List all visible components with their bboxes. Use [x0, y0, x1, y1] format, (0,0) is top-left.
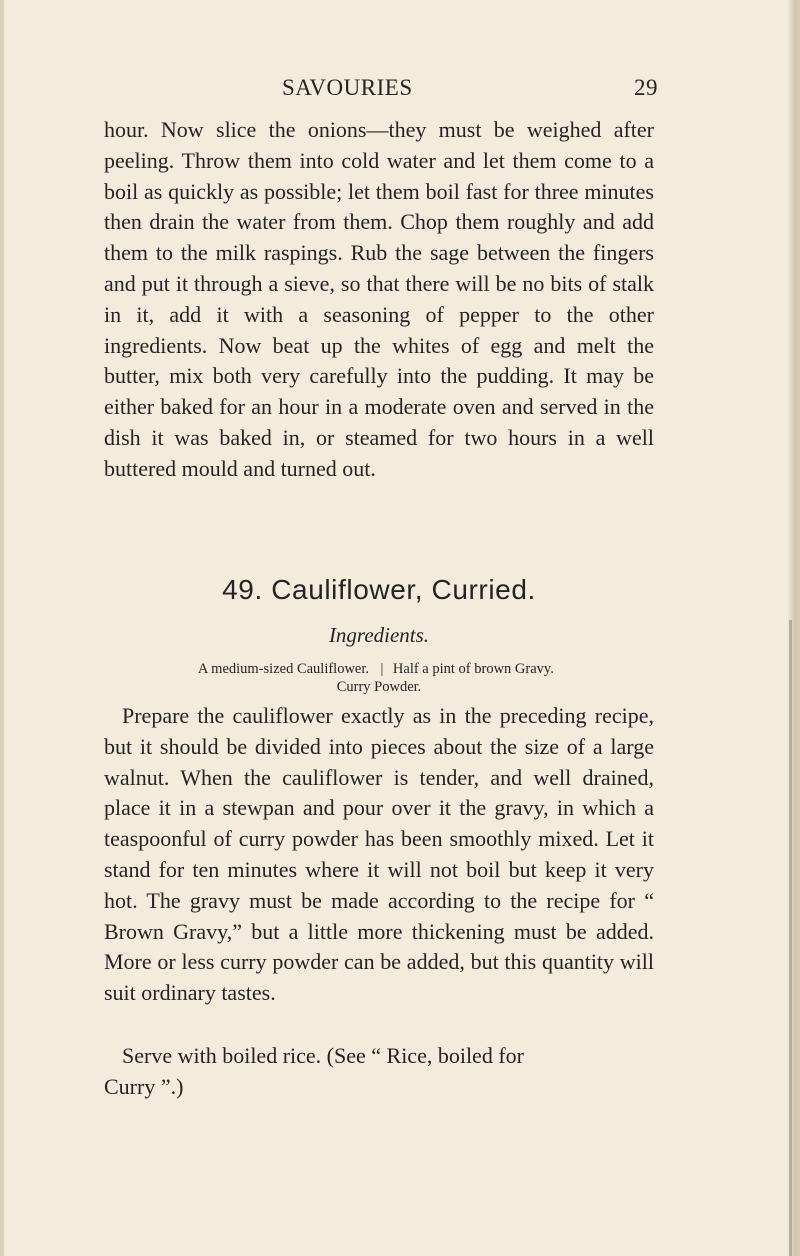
page-edge-shadow — [789, 620, 792, 1256]
ingredients-heading: Ingredients. — [328, 623, 430, 647]
ingredients-list — [104, 660, 654, 696]
ingredient-separator: | — [380, 661, 384, 677]
ingredient-curry-powder: Curry Powder. — [336, 679, 422, 695]
paragraph-continuation: hour. Now slice the onions—they must be weighed after peeling. Throw them into cold water and let them come to a boil as quickly as possible; let them boil fast for three minutes then drain the water from them. Chop them roughly and add them to the milk raspings. Rub the sage between the fingers and put it through a sieve, so that there will be no bits of stalk in it, add it with a seasoning of pepper to the other ingredients. Now beat up the whites of egg and melt the butter, mix both very carefully into the pudding. It may be either baked for an hour in a moderate oven and served in the dish it was baked in, or steamed for two hours in a well buttered mould and turned out. — [104, 117, 654, 481]
recipe-title: 49. Cauliflower, Curried. — [222, 574, 536, 605]
serving-note — [104, 1041, 654, 1103]
serving-note-line-1: Serve with boiled rice. (See “ Rice, boiled for — [122, 1043, 524, 1068]
page-gutter — [0, 0, 4, 1256]
serving-note-line-2: Curry ”.) — [104, 1073, 184, 1099]
running-head-title: SAVOURIES — [282, 75, 413, 100]
running-head — [104, 75, 668, 107]
recipe-method: Prepare the cauliflower exactly as in the preceding recipe, but it should be divided into pieces about the size of a large walnut. When the cauliflower is tender, and well drained, place it in a stewpan and pour over it the gravy, in which a teaspoonful of curry powder has been smoothly mixed. Let it stand for ten minutes where it will not boil but keep it very hot. The gravy must be made according to the recipe for “ Brown Gravy,” but a little more thickening must be added. More or less curry powder can be added, but this quantity will suit ordinary tastes. — [104, 703, 654, 1006]
ingredient-gravy: Half a pint of brown Gravy. — [392, 661, 554, 677]
ingredients-row — [104, 660, 654, 678]
page-number: 29 — [634, 75, 658, 100]
ingredient-cauliflower: A medium-sized Cauliflower. — [197, 661, 370, 677]
